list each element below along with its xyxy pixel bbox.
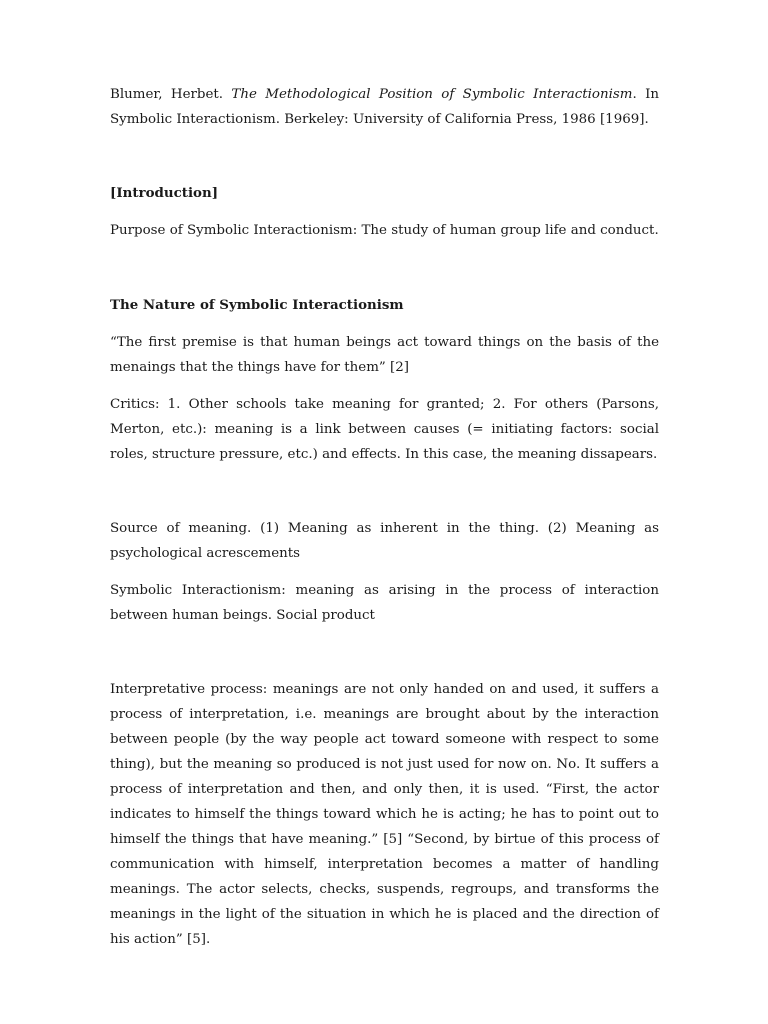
introduction-heading: [Introduction] xyxy=(110,185,219,201)
nature-heading: The Nature of Symbolic Interactionism xyxy=(110,297,404,313)
citation xyxy=(110,82,659,132)
citation-author: Blumer, Herbet. xyxy=(110,87,232,102)
premise-quote: “The first premise is that human beings act toward things on the basis of the menaings that the things have for them” [2] xyxy=(110,335,659,375)
document-page xyxy=(110,82,659,952)
critics-paragraph: Critics: 1. Other schools take meaning for granted; 2. For others (Parsons, Merton, etc.): meaning is a link between causes (= initiating factors: social roles, structure pressure, etc.) and effects. In this case, the meaning dissapears. xyxy=(110,397,659,462)
citation-rest: . In Symbolic Interactionism. Berkeley: University of California Press, 1986 [1969]. xyxy=(110,87,659,127)
source-paragraph: Source of meaning. (1) Meaning as inherent in the thing. (2) Meaning as psychological acrescements xyxy=(110,521,659,561)
purpose-paragraph: Purpose of Symbolic Interactionism: The study of human group life and conduct. xyxy=(110,223,659,238)
interpretative-paragraph: Interpretative process: meanings are not only handed on and used, it suffers a process of interpretation, i.e. meanings are brought about by the interaction between people (by the way people act toward someone with respect to some thing), but the meaning so produced is not just used for now on. No. It suffers a process of interpretation and then, and only then, it is used. “First, the actor indicates to himself the things toward which he is acting; he has to point out to himself the things that have meaning.” [5] “Second, by birtue of this process of communication with himself, interpretation becomes a matter of handling meanings. The actor selects, checks, suspends, regroups, and transforms the meanings in the light of the situation in which he is placed and the direction of his action” [5]. xyxy=(110,682,659,947)
citation-title: The Methodological Position of Symbolic Interactionism xyxy=(231,87,633,102)
si-meaning-paragraph: Symbolic Interactionism: meaning as arising in the process of interaction between human beings. Social product xyxy=(110,583,659,623)
